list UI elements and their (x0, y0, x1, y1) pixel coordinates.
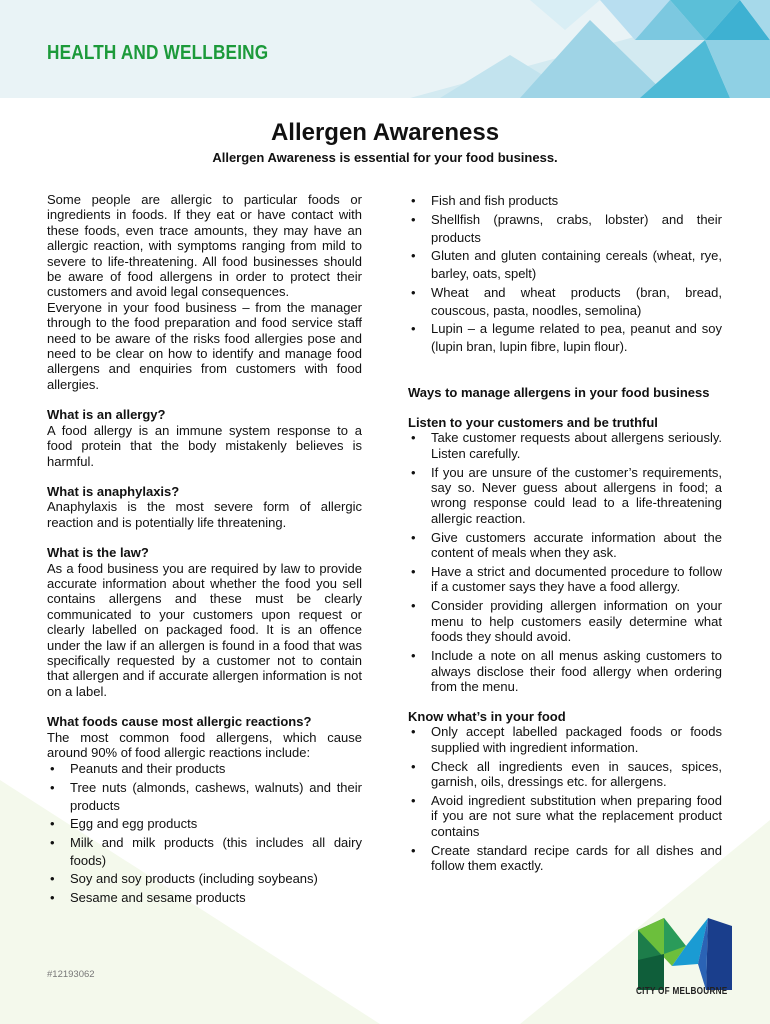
section-heading: What is an allergy? (47, 407, 166, 423)
list-item: • Shellfish (prawns, crabs, lobster) and their products (408, 211, 722, 247)
section-text: As a food business you are required by law to provide accurate information about whether the food you sell contains allergens and these must be clearly communicated to your customers upon request or clearly labelled on packaged food. It is an offence under the law if an allergen is found in a food that was specifically requested by a customer not to contain that allergen and if accurate allergen information is not on a label. (47, 560, 362, 699)
list-item: • Soy and soy products (including soybeans) (47, 870, 362, 888)
list-item: • Milk and milk products (this includes all dairy foods) (47, 834, 362, 870)
list-item: • Give customers accurate information about the content of meals when they ask. (408, 530, 722, 561)
list-item: • Avoid ingredient substitution when preparing food if you are not sure what the replacement product contains (408, 793, 722, 839)
list-item: • Egg and egg products (47, 815, 362, 833)
list-item: • Only accept labelled packaged foods or foods supplied with ingredient information. (408, 724, 722, 755)
list-item: • Fish and fish products (408, 192, 722, 210)
left-column (47, 192, 362, 907)
section-heading: Listen to your customers and be truthful (408, 414, 658, 430)
list-item: • Have a strict and documented procedure to follow if a customer says they have a food allergy. (408, 564, 722, 595)
list-item: • Check all ingredients even in sauces, spices, garnish, oils, dressings etc. for allergens. (408, 759, 722, 790)
list-item: • Consider providing allergen information on your menu to help customers easily determine what foods they should avoid. (408, 598, 722, 644)
page-title: Allergen Awareness (270, 119, 500, 146)
hexagon-pattern-decoration (370, 0, 770, 98)
list-item: • Lupin – a legume related to pea, peanut and soy (lupin bran, lupin fibre, lupin flour). (408, 320, 722, 356)
know-list (408, 724, 722, 873)
intro-paragraph: Everyone in your food business – from the manager through to the food preparation and food service staff need to be aware of the risks food allergies pose and need to be clear on how to identify and manage food allergens and enquiries from customers with food allergies. (47, 299, 362, 392)
listen-list (408, 430, 722, 694)
list-item: • Sesame and sesame products (47, 889, 362, 907)
page-subtitle: Allergen Awareness is essential for your food business. (212, 150, 558, 165)
section-kicker: HEALTH AND WELLBEING (47, 42, 269, 64)
allergen-list (47, 760, 362, 907)
list-item: • Peanuts and their products (47, 760, 362, 778)
section-text: Anaphylaxis is the most severe form of allergic reaction and is potentially life threatening. (47, 499, 362, 530)
list-item: • Wheat and wheat products (bran, bread, couscous, pasta, noodles, semolina) (408, 284, 722, 320)
section-heading: Know what’s in your food (408, 708, 566, 724)
list-item: • Tree nuts (almonds, cashews, walnuts) and their products (47, 779, 362, 815)
section-heading: What foods cause most allergic reactions? (47, 714, 312, 730)
list-item: • Create standard recipe cards for all dishes and follow them exactly. (408, 843, 722, 874)
list-item: • Gluten and gluten containing cereals (wheat, rye, barley, oats, spelt) (408, 247, 722, 283)
section-heading: What is anaphylaxis? (47, 483, 180, 499)
document-id: #12193062 (47, 969, 95, 980)
allergen-list-continued (408, 192, 722, 356)
section-heading: Ways to manage allergens in your food business (408, 384, 710, 400)
logo-wordmark: CITY OF MELBOURNE (636, 986, 728, 997)
section-text: The most common food allergens, which cause around 90% of food allergic reactions include: (47, 729, 362, 760)
list-item: • If you are unsure of the customer’s requirements, say so. Never guess about allergens in food; a wrong response could lead to a life-threatening allergic reaction. (408, 465, 722, 527)
list-item: • Take customer requests about allergens seriously. Listen carefully. (408, 430, 722, 461)
section-heading: What is the law? (47, 545, 149, 561)
right-column (408, 192, 722, 877)
intro-paragraph: Some people are allergic to particular foods or ingredients in foods. If they eat or have contact with these foods, even trace amounts, they may have an allergic reaction, with symptoms ranging from mild to severe to life-threatening. All food businesses should be aware of food allergens in order to protect their customers and avoid legal consequences. (47, 192, 362, 300)
section-text: A food allergy is an immune system response to a food protein that the body mistakenly believes is harmful. (47, 422, 362, 469)
list-item: • Include a note on all menus asking customers to always disclose their food allergy when ordering from the menu. (408, 648, 722, 694)
